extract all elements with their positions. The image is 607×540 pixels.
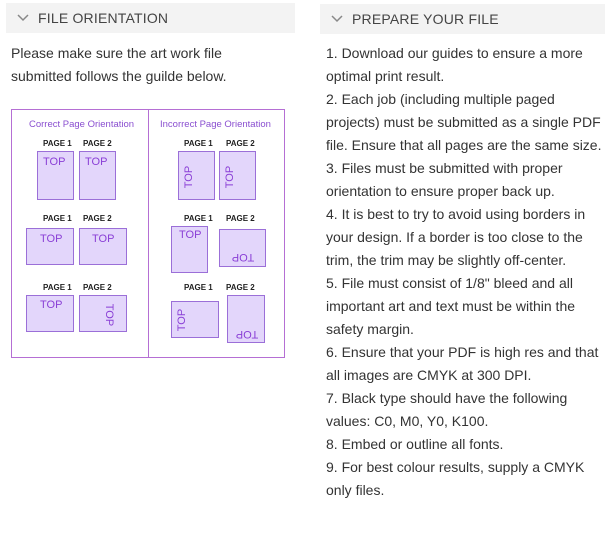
list-item: 7. Black type should have the following values: C0, M0, Y0, K100. (326, 390, 568, 429)
top-label: TOP (183, 165, 195, 189)
page-thumbnail (178, 151, 215, 200)
page-thumbnail (79, 228, 127, 265)
page-1-label: PAGE 1 (43, 139, 72, 148)
page-thumbnail (171, 226, 208, 273)
page-1-label: PAGE 1 (184, 139, 213, 148)
prepare-your-file-header[interactable] (320, 4, 605, 34)
page-2-label: PAGE 2 (83, 139, 112, 148)
top-label: TOP (92, 233, 115, 245)
diagram-divider (148, 110, 149, 357)
page-thumbnail (171, 301, 219, 338)
page-2-label: PAGE 2 (226, 139, 255, 148)
chevron-down-icon (326, 8, 348, 30)
top-label: TOP (85, 156, 108, 168)
incorrect-orientation-title: Incorrect Page Orientation (160, 119, 271, 130)
page-2-label: PAGE 2 (226, 283, 255, 292)
page-thumbnail (37, 151, 74, 200)
top-label: TOP (231, 251, 255, 263)
page-2-label: PAGE 2 (83, 214, 112, 223)
file-orientation-title: FILE ORIENTATION (38, 10, 169, 26)
list-item: 9. For best colour results, supply a CMYK only files. (326, 459, 585, 498)
file-orientation-intro: Please make sure the art work file submitted follows the guilde below. (11, 45, 227, 84)
list-item: 6. Ensure that your PDF is high res and that all images are CMYK at 300 DPI. (326, 344, 599, 383)
page-1-label: PAGE 1 (43, 214, 72, 223)
page-thumbnail (227, 295, 265, 343)
page-2-label: PAGE 2 (83, 283, 112, 292)
prepare-your-file-title: PREPARE YOUR FILE (352, 11, 499, 27)
page-1-label: PAGE 1 (43, 283, 72, 292)
top-label: TOP (40, 299, 63, 311)
list-item: 3. Files must be submitted with proper orientation to ensure proper back up. (326, 160, 563, 199)
page-2-label: PAGE 2 (226, 214, 255, 223)
top-label: TOP (43, 156, 66, 168)
page-thumbnail (219, 229, 266, 267)
top-label: TOP (224, 165, 236, 189)
list-item: 2. Each job (including multiple paged projects) must be submitted as a single PDF file. Ensure that all pages are the same size. (326, 91, 602, 153)
top-label: TOP (103, 303, 115, 327)
top-label: TOP (176, 308, 188, 332)
file-orientation-header[interactable] (6, 3, 295, 33)
top-label: TOP (235, 328, 259, 340)
page-1-label: PAGE 1 (184, 214, 213, 223)
list-item: 4. It is best to try to avoid using borders in your design. If a border is too close to the trim, the trim may be slightly off-center. (326, 206, 586, 268)
top-label: TOP (40, 233, 63, 245)
correct-orientation-title: Correct Page Orientation (29, 119, 135, 130)
chevron-down-icon (12, 7, 34, 29)
list-item: 5. File must consist of 1/8" bleed and all important art and text must be within the safety margin. (326, 275, 576, 337)
page-thumbnail (79, 151, 116, 200)
page-thumbnail (219, 151, 256, 200)
top-label: TOP (179, 229, 202, 241)
list-item: 8. Embed or outline all fonts. (326, 436, 504, 452)
page-1-label: PAGE 1 (184, 283, 213, 292)
page-thumbnail (26, 228, 74, 265)
page-thumbnail (26, 295, 74, 332)
orientation-diagram (11, 109, 285, 358)
page-thumbnail (79, 295, 127, 332)
list-item: 1. Download our guides to ensure a more optimal print result. (326, 45, 583, 84)
prepare-file-list (326, 42, 606, 502)
